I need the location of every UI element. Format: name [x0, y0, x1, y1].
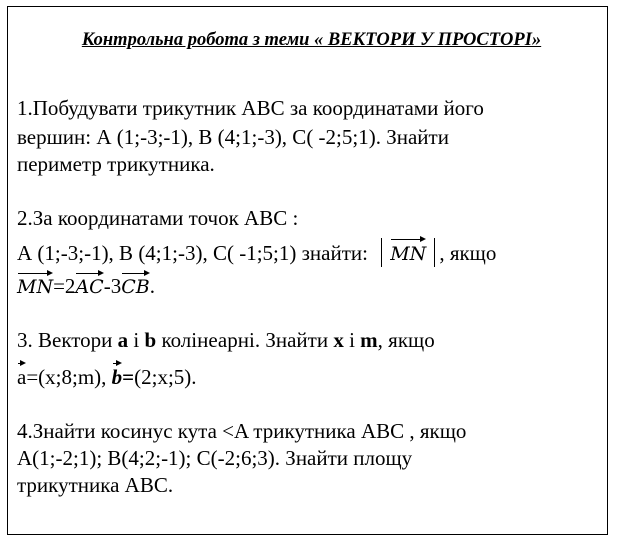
task3-line2	[17, 362, 197, 389]
var-m: m	[360, 328, 378, 352]
task2-eq-part2: -3	[103, 274, 122, 298]
task2-line2	[17, 238, 496, 267]
task3-and: і	[128, 328, 145, 352]
vector-cb: CB	[121, 272, 150, 299]
task2-line3	[17, 272, 155, 299]
var-b: b	[144, 328, 157, 352]
task2-condition: , якщо	[439, 241, 497, 265]
page-title: Контрольна робота з теми « ВЕКТОРИ У ПРОСТОРІ»	[81, 30, 542, 50]
task4-line3: трикутника ABC.	[17, 473, 174, 497]
abs-value-bars	[381, 238, 435, 267]
task3-and2: і	[343, 328, 361, 352]
task2-line1: 2.За координатами точок АВС :	[17, 206, 299, 230]
vector-b-coords: (2;x;5).	[134, 365, 197, 389]
task4-line1: 4.Знайти косинус кута <A трикутника ABC , якщо	[17, 419, 467, 443]
vector-b-equals: =	[122, 365, 135, 389]
vector-b: b	[112, 362, 123, 389]
task4-line2: A(1;-2;1); B(4;2;-1); C(-2;6;3). Знайти площу	[17, 446, 413, 470]
vector-mn: MN	[17, 272, 53, 299]
task3-line1	[17, 328, 435, 352]
task3-end: , якщо	[377, 328, 435, 352]
task1-line3: периметр трикутника.	[17, 152, 215, 176]
var-a: a	[117, 328, 129, 352]
task1-line1: 1.Побудувати трикутник АВС за координатами його	[17, 96, 484, 120]
task2-eq-end: .	[149, 274, 155, 298]
vector-a: a	[17, 362, 26, 389]
vector-a-coords: =(x;8;m),	[26, 365, 112, 389]
var-x: x	[333, 328, 344, 352]
task2-eq-part1: =2	[53, 274, 76, 298]
vector-mn-abs: MN	[390, 238, 426, 267]
vector-ac: AC	[75, 272, 103, 299]
task2-points: А (1;-3;-1), В (4;1;-3), С( -1;5;1) знайти:	[17, 241, 374, 265]
task3-mid: колінеарні. Знайти	[156, 328, 334, 352]
task1-line2: вершин: А (1;-3;-1), В (4;1;-3), С( -2;5;1). Знайти	[17, 125, 449, 149]
task3-start: 3. Вектори	[17, 328, 118, 352]
